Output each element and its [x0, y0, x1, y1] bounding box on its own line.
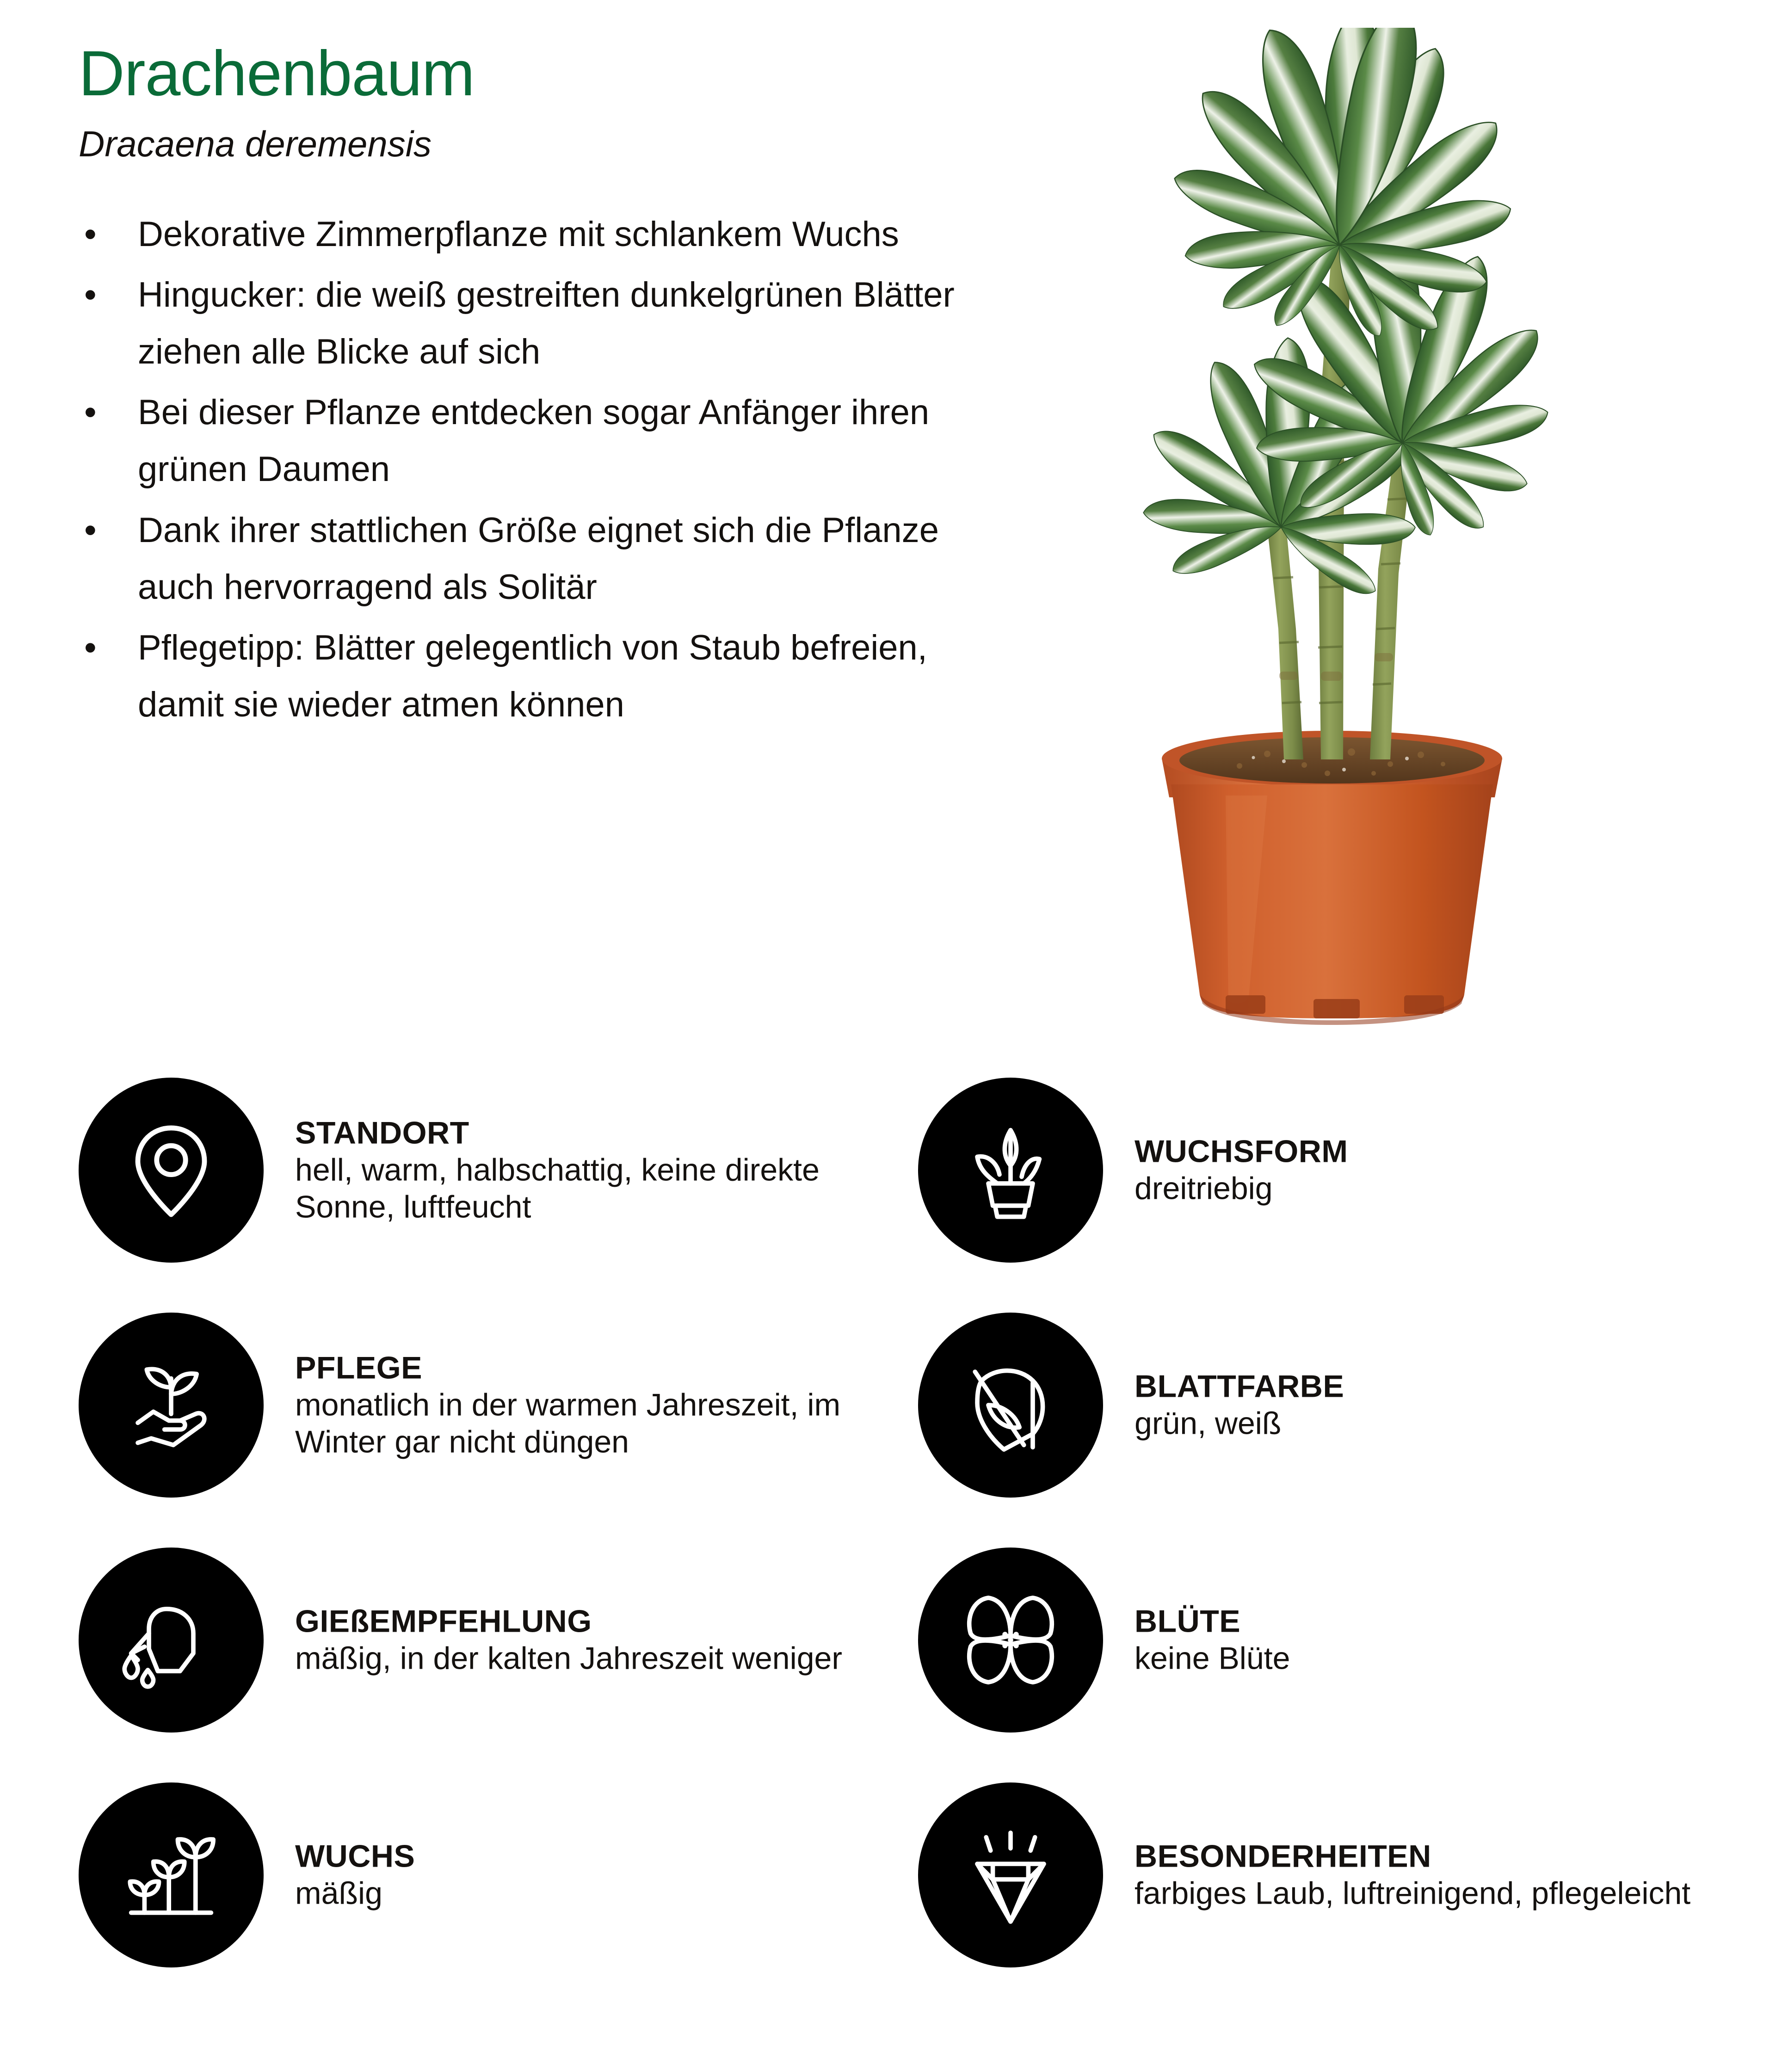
- attribute-value: grün, weiß: [1135, 1406, 1282, 1441]
- potted-plant-icon: [955, 1115, 1066, 1226]
- attribute-label: BESONDERHEITEN: [1135, 1838, 1431, 1874]
- attribute-text: [295, 1350, 910, 1460]
- attribute-text: [295, 1603, 910, 1677]
- diamond-sparkle-icon: [955, 1819, 1066, 1930]
- potted-plant-badge: [918, 1078, 1103, 1263]
- attribute-row-besonderheiten: [918, 1782, 1755, 1967]
- watering-can-icon: [116, 1585, 227, 1696]
- attribute-text: [1135, 1133, 1776, 1207]
- attribute-label: WUCHSFORM: [1135, 1134, 1348, 1169]
- attribute-label: WUCHS: [295, 1838, 415, 1874]
- hand-sprout-badge: [79, 1313, 264, 1498]
- flower-badge: [918, 1548, 1103, 1733]
- attribute-text: [295, 1115, 910, 1225]
- attribute-row-bluete: [918, 1548, 1755, 1733]
- attribute-text: [1135, 1838, 1776, 1912]
- botanical-name: Dracaena deremensis: [79, 123, 432, 164]
- attribute-row-wuchs: [79, 1782, 916, 1967]
- bullet-marker-icon: •: [84, 393, 97, 432]
- bullet-marker-icon: •: [84, 215, 97, 254]
- attribute-value: monatlich in der warmen Jahreszeit, im Winter gar nicht düngen: [295, 1387, 841, 1460]
- attribute-value: mäßig: [295, 1875, 382, 1911]
- attribute-value: keine Blüte: [1135, 1640, 1290, 1676]
- attribute-row-wuchsform: [918, 1078, 1755, 1263]
- attribute-text: [1135, 1603, 1776, 1677]
- list-item-text: Dank ihrer stattlichen Größe eignet sich die Pflanze auch hervorragend als Solitär: [138, 510, 939, 607]
- plant-photo: [1008, 28, 1665, 1045]
- leaf-paintbrush-badge: [918, 1313, 1103, 1498]
- attributes-left-column: [79, 1078, 916, 1967]
- list-item-text: Bei dieser Pflanze entdecken sogar Anfänger ihren grünen Daumen: [138, 393, 930, 489]
- attribute-value: hell, warm, halbschattig, keine direkte Sonne, luftfeucht: [295, 1152, 820, 1225]
- list-item: [79, 206, 957, 263]
- flower-icon: [955, 1585, 1066, 1696]
- watering-can-badge: [79, 1548, 264, 1733]
- attributes-grid: [0, 1078, 1776, 2072]
- attribute-label: PFLEGE: [295, 1350, 423, 1386]
- bullet-marker-icon: •: [84, 510, 97, 550]
- growth-plants-icon: [116, 1819, 227, 1930]
- attributes-right-column: [918, 1078, 1755, 1967]
- list-item: [79, 502, 957, 616]
- feature-bullet-list: [79, 206, 957, 733]
- growth-plants-badge: [79, 1782, 264, 1967]
- attribute-row-giessempfehlung: [79, 1548, 916, 1733]
- list-item: [79, 619, 957, 733]
- attribute-row-standort: [79, 1078, 916, 1263]
- attribute-label: BLATTFARBE: [1135, 1369, 1344, 1404]
- attribute-label: GIEßEMPFEHLUNG: [295, 1603, 592, 1639]
- location-pin-icon: [116, 1115, 227, 1226]
- plant-pot: [1162, 731, 1502, 1025]
- location-pin-badge: [79, 1078, 264, 1263]
- list-item: [79, 384, 957, 498]
- intro-text-column: [79, 38, 957, 740]
- list-item: [79, 266, 957, 380]
- leaf-paintbrush-icon: [955, 1350, 1066, 1461]
- attribute-text: [295, 1838, 910, 1912]
- bullet-marker-icon: •: [84, 275, 97, 315]
- attribute-row-pflege: [79, 1313, 916, 1498]
- page-title: Drachenbaum: [79, 38, 475, 109]
- attribute-value: dreitriebig: [1135, 1171, 1273, 1206]
- list-item-text: Hingucker: die weiß gestreiften dunkelgrünen Blätter ziehen alle Blicke auf sich: [138, 275, 955, 372]
- attribute-label: STANDORT: [295, 1115, 469, 1151]
- hand-sprout-icon: [116, 1350, 227, 1461]
- bullet-marker-icon: •: [84, 628, 97, 667]
- attribute-text: [1135, 1368, 1776, 1442]
- list-item-text: Dekorative Zimmerpflanze mit schlankem Wuchs: [138, 215, 899, 254]
- diamond-sparkle-badge: [918, 1782, 1103, 1967]
- attribute-value: farbiges Laub, luftreinigend, pflegeleicht: [1135, 1875, 1691, 1911]
- list-item-text: Pflegetipp: Blätter gelegentlich von Staub befreien, damit sie wieder atmen können: [138, 628, 927, 724]
- attribute-value: mäßig, in der kalten Jahreszeit weniger: [295, 1640, 842, 1676]
- attribute-row-blattfarbe: [918, 1313, 1755, 1498]
- attribute-label: BLÜTE: [1135, 1603, 1241, 1639]
